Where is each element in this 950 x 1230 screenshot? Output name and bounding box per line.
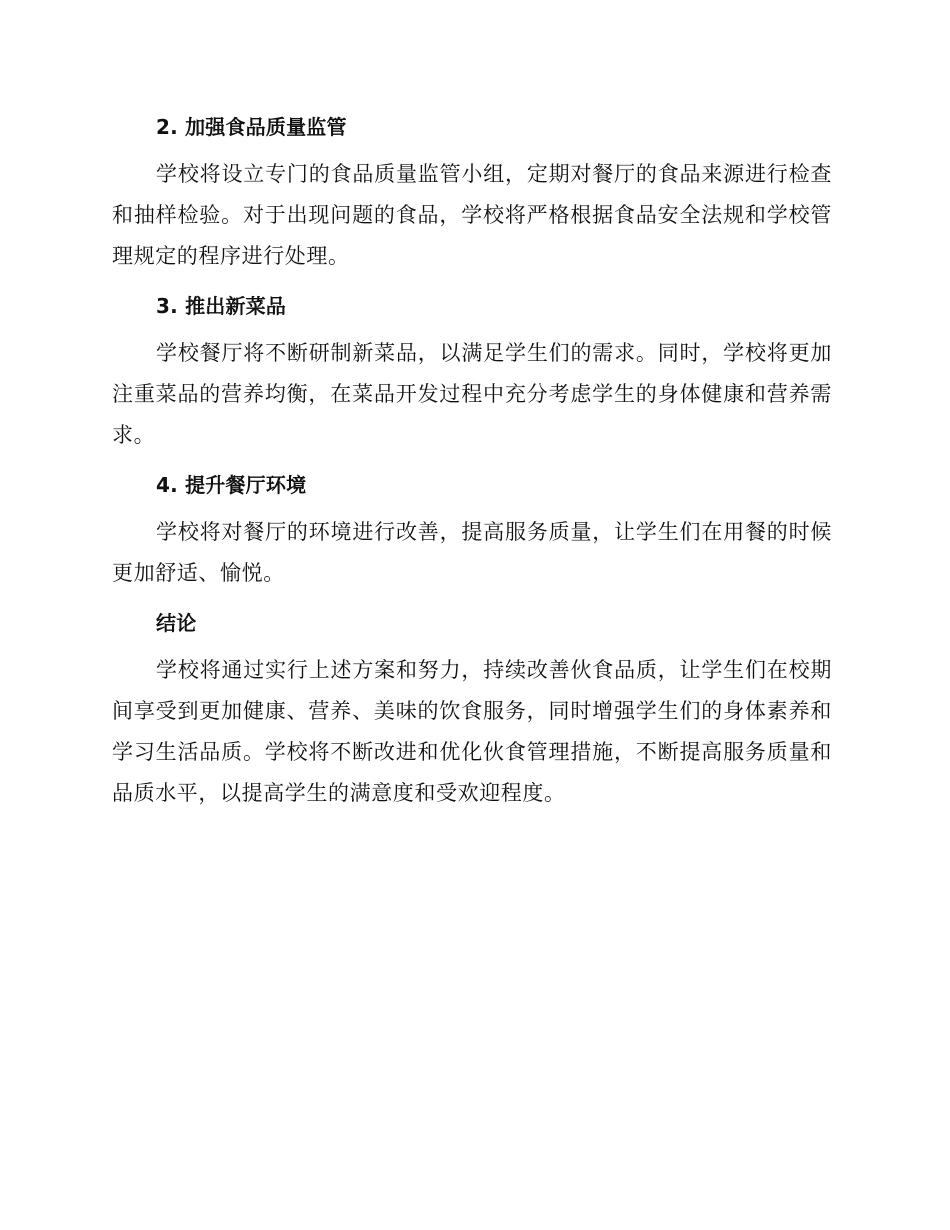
section-heading: 3. 推出新菜品	[156, 294, 287, 318]
section-heading: 2. 加强食品质量监管	[156, 115, 347, 139]
section-conclusion	[112, 608, 832, 814]
document-content	[112, 112, 832, 828]
section-paragraph: 学校餐厅将不断研制新菜品，以满足学生们的需求。同时，学校将更加注重菜品的营养均衡，在菜品开发过程中充分考虑学生的身体健康和营养需求。	[112, 341, 832, 447]
section-heading: 4. 提升餐厅环境	[156, 473, 307, 497]
section-dining-environment	[112, 470, 832, 594]
section-paragraph: 学校将通过实行上述方案和努力，持续改善伙食品质，让学生们在校期间享受到更加健康、营养、美味的饮食服务，同时增强学生们的身体素养和学习生活品质。学校将不断改进和优化伙食管理措施，不断提高服务质量和品质水平，以提高学生的满意度和受欢迎程度。	[112, 658, 832, 805]
section-new-dishes	[112, 291, 832, 456]
section-heading: 结论	[156, 611, 197, 635]
section-paragraph: 学校将设立专门的食品质量监管小组，定期对餐厅的食品来源进行检查和抽样检验。对于出现问题的食品，学校将严格根据食品安全法规和学校管理规定的程序进行处理。	[112, 162, 832, 268]
section-food-quality-supervision	[112, 112, 832, 277]
section-paragraph: 学校将对餐厅的环境进行改善，提高服务质量，让学生们在用餐的时候更加舒适、愉悦。	[112, 520, 832, 585]
